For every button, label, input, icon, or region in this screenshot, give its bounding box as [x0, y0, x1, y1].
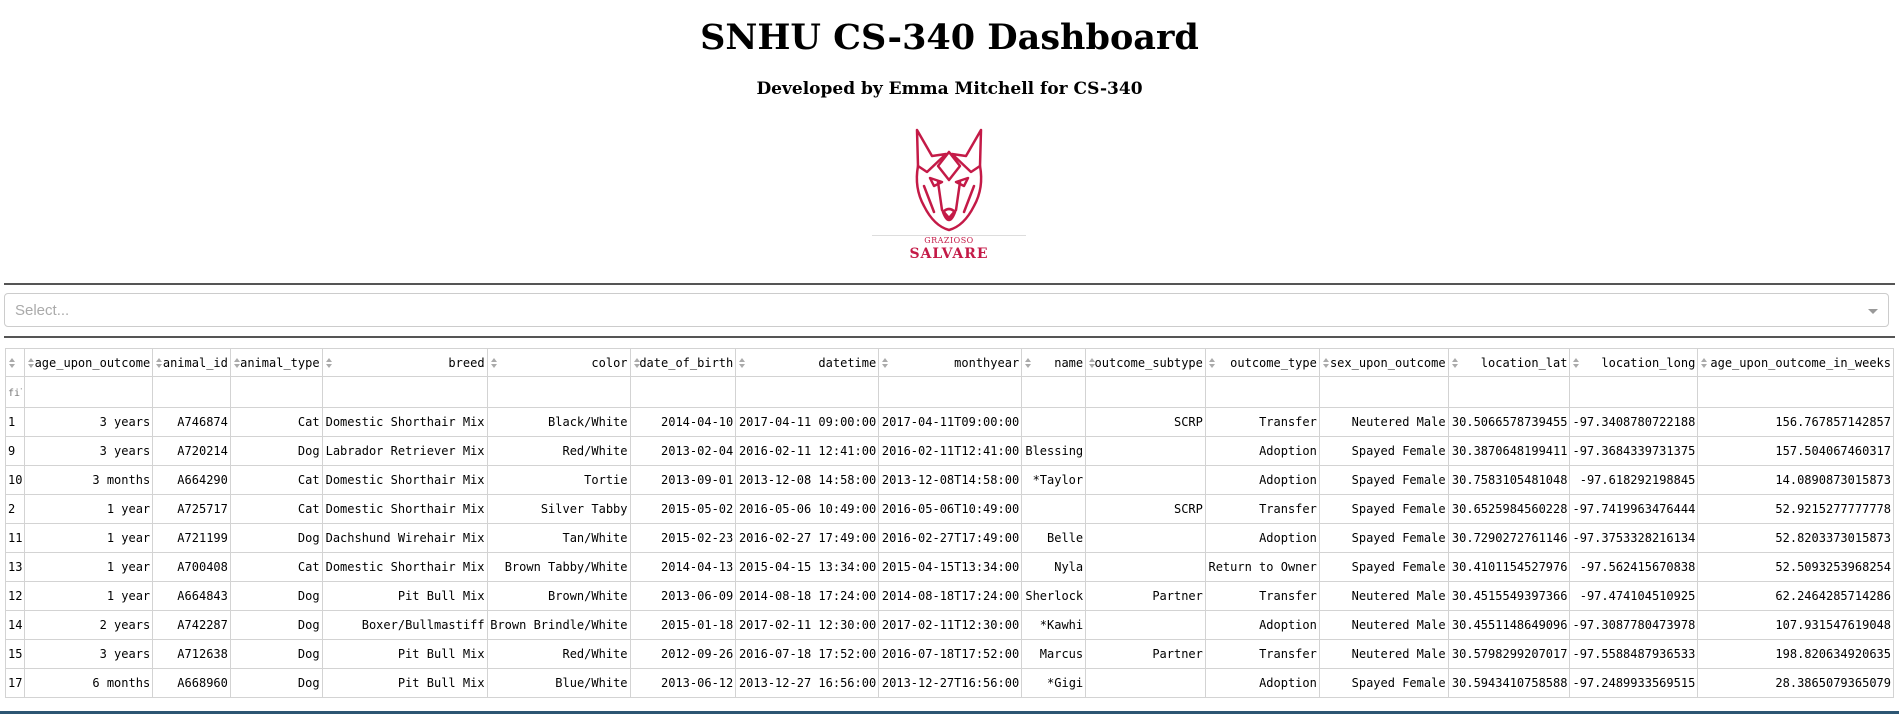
- table-cell[interactable]: 1 year: [25, 582, 153, 611]
- table-cell[interactable]: A712638: [153, 640, 231, 669]
- sort-icon[interactable]: [155, 358, 163, 369]
- table-cell[interactable]: *Gigi: [1022, 669, 1086, 698]
- table-row[interactable]: [6, 437, 1894, 466]
- table-cell[interactable]: 2016-05-06T10:49:00: [879, 495, 1022, 524]
- table-cell[interactable]: 2013-12-27T16:56:00: [879, 669, 1022, 698]
- table-cell[interactable]: 6 months: [25, 669, 153, 698]
- table-cell[interactable]: Pit Bull Mix: [322, 640, 487, 669]
- table-cell[interactable]: Brown Brindle/White: [487, 611, 630, 640]
- sort-icon[interactable]: [325, 358, 333, 369]
- table-row[interactable]: [6, 553, 1894, 582]
- table-cell[interactable]: 3 years: [25, 408, 153, 437]
- table-cell[interactable]: A700408: [153, 553, 231, 582]
- filter-cell[interactable]: [1205, 377, 1319, 408]
- table-cell[interactable]: Pit Bull Mix: [322, 669, 487, 698]
- table-cell[interactable]: -97.3408780722188: [1570, 408, 1698, 437]
- table-cell[interactable]: Domestic Shorthair Mix: [322, 495, 487, 524]
- table-cell[interactable]: 1 year: [25, 524, 153, 553]
- table-cell[interactable]: Spayed Female: [1319, 669, 1448, 698]
- table-cell[interactable]: 2013-12-08 14:58:00: [736, 466, 879, 495]
- table-cell[interactable]: 30.4515549397366: [1448, 582, 1570, 611]
- table-cell[interactable]: Cat: [230, 408, 322, 437]
- table-cell[interactable]: SCRP: [1086, 408, 1206, 437]
- dog-head-icon: [872, 126, 1026, 236]
- column-header-outcome-type[interactable]: outcome_type: [1205, 349, 1319, 377]
- column-header-date-of-birth[interactable]: date_of_birth: [630, 349, 736, 377]
- table-cell[interactable]: 2 years: [25, 611, 153, 640]
- column-header-outcome-subtype[interactable]: outcome_subtype: [1086, 349, 1206, 377]
- table-cell[interactable]: A668960: [153, 669, 231, 698]
- filter-cell[interactable]: [153, 377, 231, 408]
- table-row[interactable]: [6, 669, 1894, 698]
- column-filter-input[interactable]: [8, 388, 22, 399]
- table-cell[interactable]: 107.931547619048: [1698, 611, 1894, 640]
- table-cell[interactable]: 156.767857142857: [1698, 408, 1894, 437]
- filter-cell[interactable]: [6, 377, 25, 408]
- table-cell[interactable]: Blue/White: [487, 669, 630, 698]
- sort-icon[interactable]: [1208, 358, 1216, 369]
- table-cell[interactable]: Dog: [230, 582, 322, 611]
- row-index-cell[interactable]: 10: [6, 466, 25, 495]
- table-cell[interactable]: Dachshund Wirehair Mix: [322, 524, 487, 553]
- row-index-cell[interactable]: 11: [6, 524, 25, 553]
- table-cell[interactable]: 2016-02-27 17:49:00: [736, 524, 879, 553]
- table-cell[interactable]: Spayed Female: [1319, 553, 1448, 582]
- row-index-cell[interactable]: 17: [6, 669, 25, 698]
- filter-cell[interactable]: [1086, 377, 1206, 408]
- column-header-animal-id[interactable]: animal_id: [153, 349, 231, 377]
- table-cell[interactable]: [1086, 437, 1206, 466]
- table-cell[interactable]: 30.4551148649096: [1448, 611, 1570, 640]
- table-cell[interactable]: [1086, 466, 1206, 495]
- logo-text-bottom: SALVARE: [909, 246, 989, 262]
- table-cell[interactable]: Black/White: [487, 408, 630, 437]
- table-cell[interactable]: 2017-04-11T09:00:00: [879, 408, 1022, 437]
- table-cell[interactable]: Pit Bull Mix: [322, 582, 487, 611]
- table-cell[interactable]: Neutered Male: [1319, 640, 1448, 669]
- table-cell[interactable]: 2016-02-11 12:41:00: [736, 437, 879, 466]
- table-cell[interactable]: Neutered Male: [1319, 408, 1448, 437]
- table-cell[interactable]: 52.9215277777778: [1698, 495, 1894, 524]
- page-title: SNHU CS-340 Dashboard: [700, 17, 1199, 58]
- table-cell[interactable]: A720214: [153, 437, 231, 466]
- sort-icon[interactable]: [1451, 358, 1459, 369]
- table-cell[interactable]: 1 year: [25, 553, 153, 582]
- table-cell[interactable]: 2015-04-15 13:34:00: [736, 553, 879, 582]
- table-cell[interactable]: A664290: [153, 466, 231, 495]
- table-cell[interactable]: Transfer: [1205, 582, 1319, 611]
- table-cell[interactable]: Spayed Female: [1319, 524, 1448, 553]
- table-row[interactable]: [6, 495, 1894, 524]
- table-cell[interactable]: 2014-04-13: [630, 553, 736, 582]
- column-header-sex-upon-outcome[interactable]: sex_upon_outcome: [1319, 349, 1448, 377]
- table-cell[interactable]: A721199: [153, 524, 231, 553]
- table-cell[interactable]: 1 year: [25, 495, 153, 524]
- table-cell[interactable]: Blessing: [1022, 437, 1086, 466]
- data-table-container: [5, 348, 1894, 714]
- table-cell[interactable]: Transfer: [1205, 640, 1319, 669]
- sort-icon[interactable]: [1572, 358, 1580, 369]
- table-row[interactable]: [6, 640, 1894, 669]
- filter-cell[interactable]: [25, 377, 153, 408]
- table-cell[interactable]: -97.3753328216134: [1570, 524, 1698, 553]
- table-cell[interactable]: [1022, 495, 1086, 524]
- sort-icon[interactable]: [27, 358, 35, 369]
- table-cell[interactable]: 2014-08-18T17:24:00: [879, 582, 1022, 611]
- table-cell[interactable]: 2016-02-27T17:49:00: [879, 524, 1022, 553]
- filter-cell[interactable]: [1448, 377, 1570, 408]
- table-cell[interactable]: Brown Tabby/White: [487, 553, 630, 582]
- table-cell[interactable]: [1022, 408, 1086, 437]
- table-cell[interactable]: Neutered Male: [1319, 611, 1448, 640]
- divider: [4, 336, 1895, 338]
- table-cell[interactable]: Labrador Retriever Mix: [322, 437, 487, 466]
- table-row[interactable]: [6, 524, 1894, 553]
- grazioso-salvare-logo[interactable]: [872, 126, 1026, 264]
- sort-icon[interactable]: [738, 358, 746, 369]
- filter-cell[interactable]: [230, 377, 322, 408]
- row-index-cell[interactable]: 14: [6, 611, 25, 640]
- column-header-breed[interactable]: breed: [322, 349, 487, 377]
- table-cell[interactable]: Boxer/Bullmastiff: [322, 611, 487, 640]
- table-cell[interactable]: Adoption: [1205, 437, 1319, 466]
- table-cell[interactable]: Dog: [230, 640, 322, 669]
- filter-cell[interactable]: [879, 377, 1022, 408]
- table-cell[interactable]: A746874: [153, 408, 231, 437]
- filter-row: [6, 377, 1894, 408]
- table-cell[interactable]: 2015-01-18: [630, 611, 736, 640]
- table-body: [6, 408, 1894, 698]
- row-index-cell[interactable]: 15: [6, 640, 25, 669]
- table-cell[interactable]: Red/White: [487, 640, 630, 669]
- table-cell[interactable]: 52.8203373015873: [1698, 524, 1894, 553]
- table-cell[interactable]: Brown/White: [487, 582, 630, 611]
- table-cell[interactable]: Dog: [230, 669, 322, 698]
- table-cell[interactable]: 2016-07-18 17:52:00: [736, 640, 879, 669]
- table-cell[interactable]: -97.5588487936533: [1570, 640, 1698, 669]
- table-row[interactable]: [6, 408, 1894, 437]
- table-row[interactable]: [6, 611, 1894, 640]
- sort-icon[interactable]: [1088, 358, 1096, 369]
- sort-icon[interactable]: [233, 358, 241, 369]
- table-cell[interactable]: 2015-04-15T13:34:00: [879, 553, 1022, 582]
- row-index-cell[interactable]: 9: [6, 437, 25, 466]
- table-cell[interactable]: Spayed Female: [1319, 495, 1448, 524]
- table-cell[interactable]: 2016-07-18T17:52:00: [879, 640, 1022, 669]
- table-cell[interactable]: Cat: [230, 495, 322, 524]
- table-cell[interactable]: 2013-06-09: [630, 582, 736, 611]
- table-cell[interactable]: 28.3865079365079: [1698, 669, 1894, 698]
- table-cell[interactable]: [1086, 611, 1206, 640]
- column-header-monthyear[interactable]: monthyear: [879, 349, 1022, 377]
- table-cell[interactable]: Sherlock: [1022, 582, 1086, 611]
- table-cell[interactable]: 2017-02-11 12:30:00: [736, 611, 879, 640]
- table-cell[interactable]: Adoption: [1205, 669, 1319, 698]
- table-cell[interactable]: 52.5093253968254: [1698, 553, 1894, 582]
- table-cell[interactable]: *Kawhi: [1022, 611, 1086, 640]
- table-cell[interactable]: Transfer: [1205, 495, 1319, 524]
- filter-cell[interactable]: [630, 377, 736, 408]
- table-cell[interactable]: 2013-06-12: [630, 669, 736, 698]
- table-cell[interactable]: 2015-05-02: [630, 495, 736, 524]
- table-cell[interactable]: 2017-04-11 09:00:00: [736, 408, 879, 437]
- table-cell[interactable]: -97.3087780473978: [1570, 611, 1698, 640]
- sort-icon[interactable]: [1322, 358, 1330, 369]
- table-cell[interactable]: 3 months: [25, 466, 153, 495]
- column-header-color[interactable]: color: [487, 349, 630, 377]
- table-cell[interactable]: A664843: [153, 582, 231, 611]
- table-cell[interactable]: Dog: [230, 611, 322, 640]
- data-table: [5, 348, 1894, 698]
- logo-text-top: GRAZIOSO: [924, 236, 974, 245]
- table-cell[interactable]: [1086, 553, 1206, 582]
- column-header-location-long[interactable]: location_long: [1570, 349, 1698, 377]
- table-cell[interactable]: 2013-12-08T14:58:00: [879, 466, 1022, 495]
- table-cell[interactable]: [1086, 524, 1206, 553]
- table-cell[interactable]: -97.7419963476444: [1570, 495, 1698, 524]
- table-cell[interactable]: Spayed Female: [1319, 437, 1448, 466]
- filter-cell[interactable]: [736, 377, 879, 408]
- filter-cell[interactable]: [487, 377, 630, 408]
- table-cell[interactable]: 2014-04-10: [630, 408, 736, 437]
- chevron-down-icon[interactable]: [1868, 309, 1878, 314]
- table-row[interactable]: [6, 466, 1894, 495]
- row-index-cell[interactable]: 2: [6, 495, 25, 524]
- table-cell[interactable]: Neutered Male: [1319, 582, 1448, 611]
- table-cell[interactable]: 2016-05-06 10:49:00: [736, 495, 879, 524]
- filter-dropdown[interactable]: [4, 293, 1889, 327]
- table-cell[interactable]: 2013-09-01: [630, 466, 736, 495]
- table-cell[interactable]: 157.504067460317: [1698, 437, 1894, 466]
- page-subtitle: Developed by Emma Mitchell for CS-340: [756, 79, 1143, 99]
- table-cell[interactable]: Spayed Female: [1319, 466, 1448, 495]
- table-cell[interactable]: Tortie: [487, 466, 630, 495]
- sort-icon[interactable]: [1700, 358, 1708, 369]
- column-header-age-upon-outcome-in-weeks[interactable]: age_upon_outcome_in_weeks: [1698, 349, 1894, 377]
- filter-cell[interactable]: [1570, 377, 1698, 408]
- row-index-cell[interactable]: 13: [6, 553, 25, 582]
- table-cell[interactable]: Adoption: [1205, 524, 1319, 553]
- filter-cell[interactable]: [1698, 377, 1894, 408]
- table-cell[interactable]: 30.5066578739455: [1448, 408, 1570, 437]
- column-header-age-upon-outcome[interactable]: age_upon_outcome: [25, 349, 153, 377]
- dropdown-placeholder: Select...: [15, 302, 70, 319]
- table-cell[interactable]: Red/White: [487, 437, 630, 466]
- sort-icon[interactable]: [490, 358, 498, 369]
- column-header-index[interactable]: [6, 349, 25, 377]
- table-cell[interactable]: 198.820634920635: [1698, 640, 1894, 669]
- filter-cell[interactable]: [322, 377, 487, 408]
- row-index-cell[interactable]: 12: [6, 582, 25, 611]
- table-cell[interactable]: Nyla: [1022, 553, 1086, 582]
- table-cell[interactable]: 3 years: [25, 640, 153, 669]
- table-cell[interactable]: -97.3684339731375: [1570, 437, 1698, 466]
- table-row[interactable]: [6, 582, 1894, 611]
- table-cell[interactable]: 62.2464285714286: [1698, 582, 1894, 611]
- table-cell[interactable]: Dog: [230, 437, 322, 466]
- filter-cell[interactable]: [1319, 377, 1448, 408]
- table-cell[interactable]: 2014-08-18 17:24:00: [736, 582, 879, 611]
- table-cell[interactable]: 2015-02-23: [630, 524, 736, 553]
- table-cell[interactable]: Domestic Shorthair Mix: [322, 408, 487, 437]
- table-cell[interactable]: Adoption: [1205, 466, 1319, 495]
- filter-cell[interactable]: [1022, 377, 1086, 408]
- table-cell[interactable]: 30.7583105481048: [1448, 466, 1570, 495]
- sort-icon[interactable]: [881, 358, 889, 369]
- sort-icon[interactable]: [633, 358, 641, 369]
- table-cell[interactable]: Cat: [230, 466, 322, 495]
- sort-icon[interactable]: [8, 358, 16, 369]
- column-header-animal-type[interactable]: animal_type: [230, 349, 322, 377]
- table-cell[interactable]: Silver Tabby: [487, 495, 630, 524]
- table-cell[interactable]: A742287: [153, 611, 231, 640]
- table-cell[interactable]: Adoption: [1205, 611, 1319, 640]
- table-cell[interactable]: 2017-02-11T12:30:00: [879, 611, 1022, 640]
- table-cell[interactable]: 30.5798299207017: [1448, 640, 1570, 669]
- table-cell[interactable]: 14.0890873015873: [1698, 466, 1894, 495]
- table-cell[interactable]: 30.7290272761146: [1448, 524, 1570, 553]
- column-header-location-lat[interactable]: location_lat: [1448, 349, 1570, 377]
- table-cell[interactable]: A725717: [153, 495, 231, 524]
- table-cell[interactable]: 30.5943410758588: [1448, 669, 1570, 698]
- divider: [4, 283, 1895, 285]
- table-cell[interactable]: 30.3870648199411: [1448, 437, 1570, 466]
- table-cell[interactable]: 30.6525984560228: [1448, 495, 1570, 524]
- sort-icon[interactable]: [1024, 358, 1032, 369]
- table-cell[interactable]: Dog: [230, 524, 322, 553]
- table-cell[interactable]: Tan/White: [487, 524, 630, 553]
- table-cell[interactable]: -97.618292198845: [1570, 466, 1698, 495]
- table-cell[interactable]: [1086, 669, 1206, 698]
- table-cell[interactable]: 30.4101154527976: [1448, 553, 1570, 582]
- table-cell[interactable]: 2016-02-11T12:41:00: [879, 437, 1022, 466]
- table-cell[interactable]: *Taylor: [1022, 466, 1086, 495]
- table-cell[interactable]: -97.474104510925: [1570, 582, 1698, 611]
- table-cell[interactable]: SCRP: [1086, 495, 1206, 524]
- table-cell[interactable]: Cat: [230, 553, 322, 582]
- table-cell[interactable]: -97.562415670838: [1570, 553, 1698, 582]
- table-cell[interactable]: -97.2489933569515: [1570, 669, 1698, 698]
- column-header-datetime[interactable]: datetime: [736, 349, 879, 377]
- table-cell[interactable]: 2012-09-26: [630, 640, 736, 669]
- table-cell[interactable]: Partner: [1086, 582, 1206, 611]
- table-cell[interactable]: 2013-12-27 16:56:00: [736, 669, 879, 698]
- table-cell[interactable]: Transfer: [1205, 408, 1319, 437]
- table-cell[interactable]: Partner: [1086, 640, 1206, 669]
- row-index-cell[interactable]: 1: [6, 408, 25, 437]
- table-cell[interactable]: 2013-02-04: [630, 437, 736, 466]
- table-cell[interactable]: Domestic Shorthair Mix: [322, 553, 487, 582]
- table-cell[interactable]: Return to Owner: [1205, 553, 1319, 582]
- header-row: [6, 349, 1894, 377]
- table-cell[interactable]: Belle: [1022, 524, 1086, 553]
- table-cell[interactable]: 3 years: [25, 437, 153, 466]
- table-cell[interactable]: Marcus: [1022, 640, 1086, 669]
- column-header-name[interactable]: name: [1022, 349, 1086, 377]
- table-cell[interactable]: Domestic Shorthair Mix: [322, 466, 487, 495]
